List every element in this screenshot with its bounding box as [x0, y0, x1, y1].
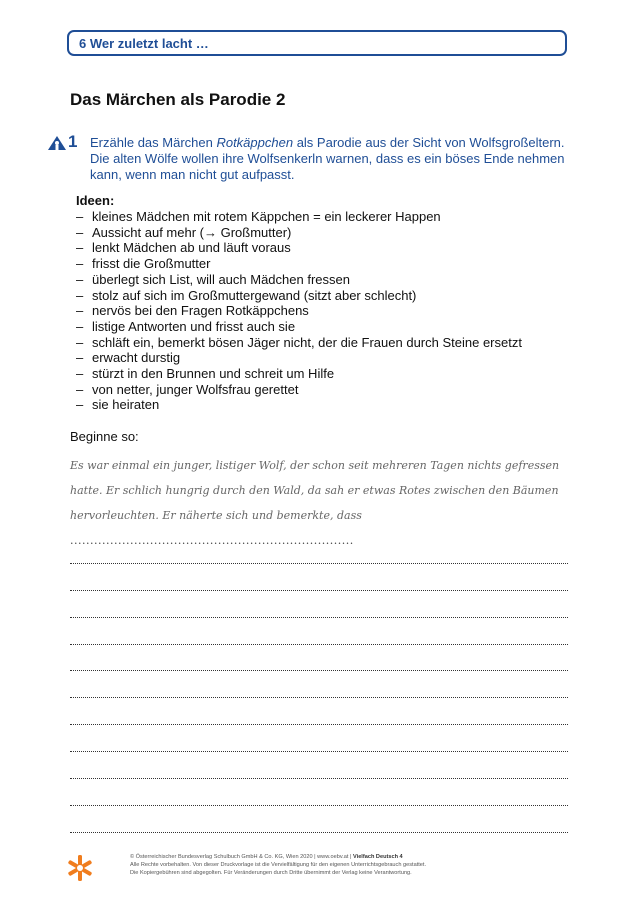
writing-line[interactable]	[70, 671, 568, 698]
list-item: – stürzt in den Brunnen und schreit um Hilfe	[76, 366, 335, 382]
list-item: – frisst die Großmutter	[76, 256, 211, 272]
writing-line[interactable]	[70, 591, 568, 618]
writing-lines	[70, 537, 568, 833]
writing-line[interactable]	[70, 752, 568, 779]
list-item: – erwacht durstig	[76, 350, 181, 366]
list-item: – stolz auf sich im Großmuttergewand (sitzt aber schlecht)	[76, 287, 417, 303]
writing-line[interactable]	[70, 618, 568, 645]
list-item: – überlegt sich List, will auch Mädchen fressen	[76, 271, 350, 287]
task-number: 1	[68, 132, 78, 151]
writing-line[interactable]	[70, 564, 568, 591]
list-item: – nervös bei den Fragen Rotkäppchens	[76, 303, 309, 319]
list-item: – sie heiraten	[76, 397, 160, 413]
writing-line[interactable]	[70, 645, 568, 672]
start-label: Beginne so:	[70, 429, 139, 444]
list-item: – Aussicht auf mehr (→ Großmutter)	[76, 224, 292, 240]
ideas-title: Ideen:	[76, 193, 115, 208]
writing-line[interactable]	[70, 806, 568, 833]
dotted-continuation: .......................................................................	[70, 534, 354, 547]
page-title: Das Märchen als Parodie 2	[70, 90, 286, 109]
handwritten-text: Es war einmal ein junger, listiger Wolf, der schon seit mehreren Tagen nichts gefressen hatte. Er schlich hungrig durch den Wald, da sah er etwas Rotes zwischen den Bäumen hervorleuchten. Er näherte sich und bemerkte, dass	[70, 459, 560, 522]
ideas-list	[76, 209, 576, 413]
task-instruction: Erzähle das Märchen Rotkäppchen als Parodie aus der Sicht von Wolfsgroßeltern. Die alten Wölfe wollen ihre Wolfsenkerln warnen, dass es ein böses Ende nehmen kann, wenn man nicht gut aufpasst.	[90, 135, 565, 182]
publisher-logo-icon	[68, 855, 92, 886]
chapter-header	[67, 30, 567, 56]
story-title: Rotkäppchen	[216, 135, 294, 150]
writing-line[interactable]	[70, 725, 568, 752]
triangle-person-icon	[48, 136, 66, 155]
list-item: – von netter, junger Wolfsfrau gerettet	[76, 381, 299, 397]
list-item: – lenkt Mädchen ab und läuft voraus	[76, 240, 291, 256]
writing-line[interactable]	[70, 698, 568, 725]
copyright-notice: © Österreichischer Bundesverlag Schulbuch GmbH & Co. KG, Wien 2020 | www.oebv.at | Vielfach Deutsch 4 Alle Rechte vorbehalten. Von dieser Druckvorlage ist die Vervielfältigung für den eigenen Unterrichtsgebrauch gestattet. Die Kopiergebühren sind abgegolten. Für Veränderungen durch Dritte übernimmt der Verlag keine Verantwortung.	[130, 854, 427, 876]
list-item: – kleines Mädchen mit rotem Käppchen = ein leckerer Happen	[76, 209, 441, 224]
ideas-section	[76, 193, 576, 413]
chapter-title: 6 Wer zuletzt lacht …	[79, 35, 209, 51]
writing-line[interactable]	[70, 537, 568, 564]
writing-line[interactable]	[70, 779, 568, 806]
list-item: – listige Antworten und frisst auch sie	[76, 318, 296, 334]
list-item: – schläft ein, bemerkt bösen Jäger nicht, der die Frauen durch Steine ersetzt	[76, 334, 522, 350]
